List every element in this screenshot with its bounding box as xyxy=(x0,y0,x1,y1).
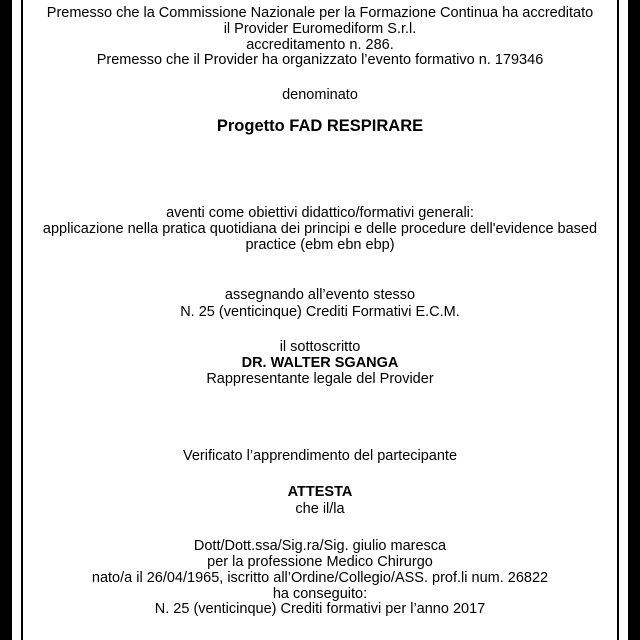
premise-line-4: Premesso che il Provider ha organizzato l’evento formativo n. 179346 xyxy=(96,52,544,68)
signer-role: Rappresentante legale del Provider xyxy=(206,371,434,387)
participant-name: Dott/Dott.ssa/Sig.ra/Sig. giulio maresca xyxy=(193,538,447,554)
signer-intro: il sottoscritto xyxy=(279,339,361,355)
page-border-right xyxy=(628,0,640,640)
attesta-heading: ATTESTA xyxy=(287,484,353,500)
page-border-left xyxy=(0,0,12,640)
verification-line: Verificato l’apprendimento del partecipante xyxy=(182,448,458,464)
objectives-line-3: practice (ebm ebn ebp) xyxy=(245,237,395,253)
credits-assigned: N. 25 (venticinque) Crediti Formativi E.C.M. xyxy=(180,304,460,320)
signer-name: DR. WALTER SGANGA xyxy=(241,355,399,371)
credits-intro: assegnando all’evento stesso xyxy=(224,287,416,303)
objectives-line-2: applicazione nella pratica quotidiana dei principi e delle procedure dell'evidence based xyxy=(42,221,598,237)
premise-line-2: il Provider Euromediform S.r.l. xyxy=(223,21,417,37)
participant-profession: per la professione Medico Chirurgo xyxy=(207,554,433,570)
participant-details: nato/a il 26/04/1965, iscritto all’Ordine/Collegio/ASS. prof.li num. 26822 xyxy=(91,570,549,586)
obtained-credits: N. 25 (venticinque) Crediti formativi per l’anno 2017 xyxy=(154,601,486,617)
premise-line-3: accreditamento n. 286. xyxy=(246,37,394,53)
event-title: Progetto FAD RESPIRARE xyxy=(216,117,424,135)
denominato: denominato xyxy=(282,87,358,103)
che-il-la: che il/la xyxy=(295,501,345,517)
objectives-line-1: aventi come obiettivi didattico/formativi generali: xyxy=(166,205,474,221)
frame-line-right xyxy=(617,0,619,640)
obtained-label: ha conseguito: xyxy=(272,586,368,602)
premise-line-1: Premesso che la Commissione Nazionale per la Formazione Continua ha accreditato xyxy=(46,5,594,21)
